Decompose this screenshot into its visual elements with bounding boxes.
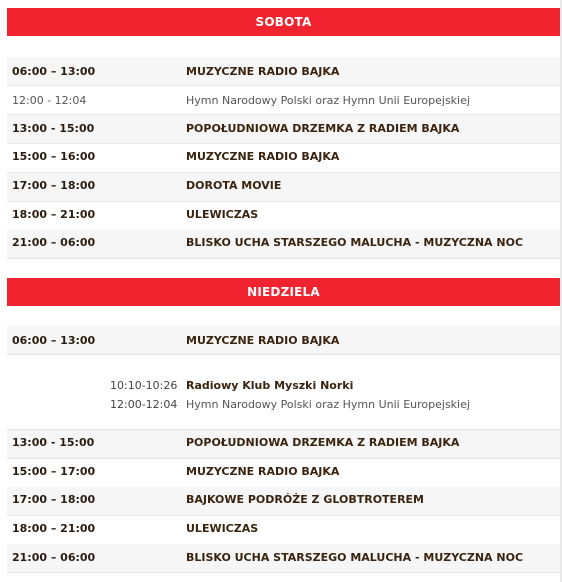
- row-time: 21:00 – 06:00: [12, 236, 96, 249]
- row-time: 06:00 – 13:00: [12, 65, 96, 78]
- table-row: [7, 57, 560, 86]
- row-title: MUZYCZNE RADIO BAJKA: [186, 334, 340, 347]
- row-time: 13:00 - 15:00: [12, 122, 95, 135]
- subitem-time: 10:10-10:26: [110, 379, 178, 392]
- row-title: MUZYCZNE RADIO BAJKA: [186, 150, 340, 163]
- table-row: [7, 230, 560, 259]
- day-header-sunday: [7, 278, 560, 306]
- table-row: [7, 430, 560, 459]
- day-header-saturday: [7, 8, 560, 36]
- subitem-time: 12:00-12:04: [110, 398, 178, 411]
- row-title: BLISKO UCHA STARSZEGO MALUCHA - MUZYCZNA NOC: [186, 551, 524, 564]
- table-row: [7, 544, 560, 573]
- schedule-table: [7, 0, 560, 582]
- subitem-title: Radiowy Klub Myszki Norki: [186, 379, 354, 392]
- day-header-label: NIEDZIELA: [247, 285, 320, 299]
- row-time: 17:00 – 18:00: [12, 179, 96, 192]
- table-row: [7, 173, 560, 202]
- row-time: 17:00 – 18:00: [12, 493, 96, 506]
- day-header-label: SOBOTA: [255, 15, 312, 29]
- table-row: [7, 459, 560, 488]
- row-time: 21:00 – 06:00: [12, 551, 96, 564]
- row-title: DOROTA MOVIE: [186, 179, 282, 192]
- row-time: 12:00 - 12:04: [12, 94, 87, 107]
- table-row: [7, 326, 560, 355]
- row-time: 18:00 – 21:00: [12, 522, 96, 535]
- row-time: 15:00 – 16:00: [12, 150, 96, 163]
- table-row: [7, 487, 560, 516]
- table-row: [7, 115, 560, 144]
- row-title: POPOŁUDNIOWA DRZEMKA Z RADIEM BAJKA: [186, 122, 460, 135]
- row-title: POPOŁUDNIOWA DRZEMKA Z RADIEM BAJKA: [186, 436, 460, 449]
- table-row: [7, 86, 560, 115]
- row-title: MUZYCZNE RADIO BAJKA: [186, 65, 340, 78]
- table-row: [7, 144, 560, 173]
- row-title: BLISKO UCHA STARSZEGO MALUCHA - MUZYCZNA NOC: [186, 236, 524, 249]
- table-row: [7, 516, 560, 545]
- table-row-subitems: [7, 355, 560, 430]
- subitem-title: Hymn Narodowy Polski oraz Hymn Unii Europejskiej: [186, 398, 470, 411]
- row-title: ULEWICZAS: [186, 208, 259, 221]
- row-time: 15:00 – 17:00: [12, 465, 96, 478]
- row-time: 13:00 - 15:00: [12, 436, 95, 449]
- row-title: ULEWICZAS: [186, 522, 259, 535]
- table-row: [7, 202, 560, 231]
- row-title: MUZYCZNE RADIO BAJKA: [186, 465, 340, 478]
- row-time: 06:00 – 13:00: [12, 334, 96, 347]
- row-title: Hymn Narodowy Polski oraz Hymn Unii Europejskiej: [186, 94, 470, 107]
- row-title: BAJKOWE PODRÓŻE Z GLOBTROTEREM: [186, 493, 424, 506]
- row-time: 18:00 – 21:00: [12, 208, 96, 221]
